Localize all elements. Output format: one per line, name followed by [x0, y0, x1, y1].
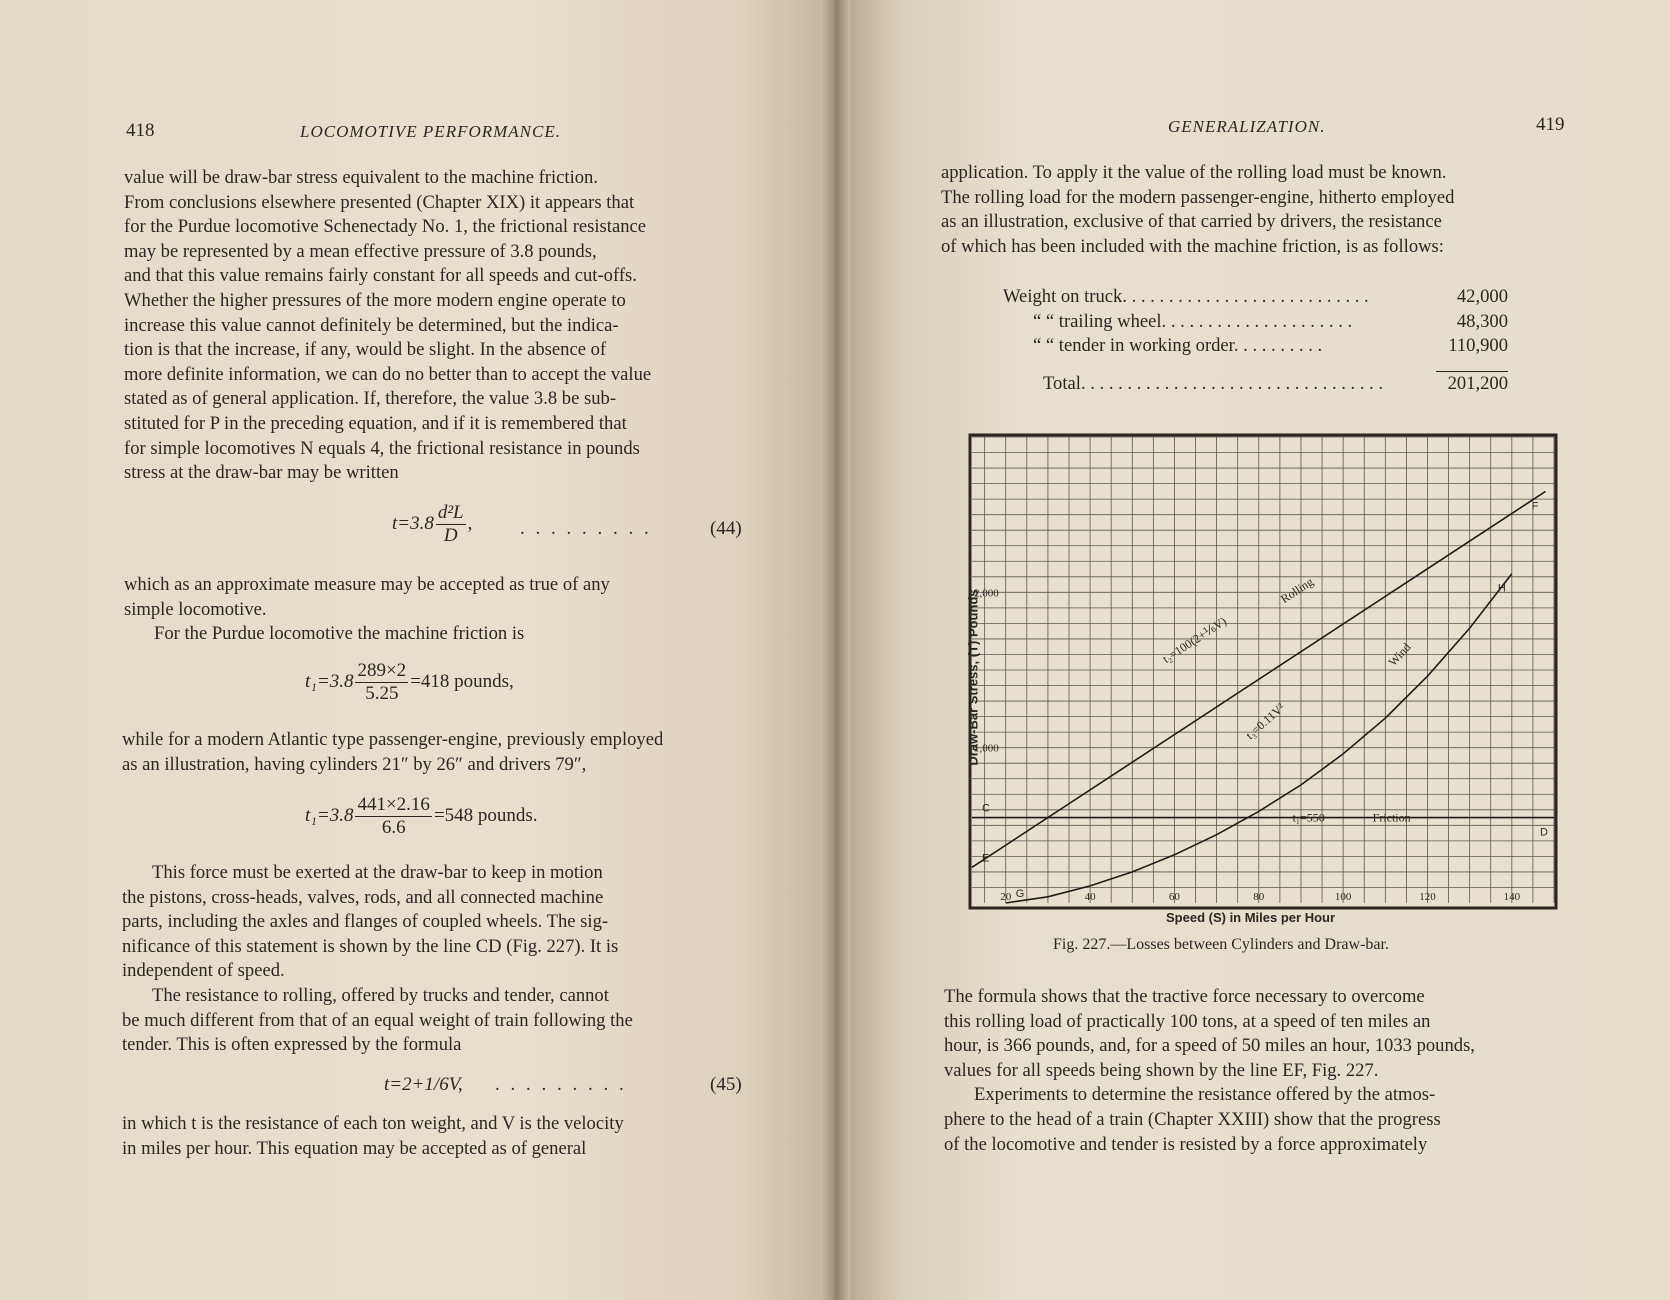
text-line: in miles per hour. This equation may be accepted as of general	[122, 1137, 587, 1159]
text-line: The formula shows that the tractive force necessary to overcome	[944, 986, 1425, 1007]
text-line: for simple locomotives N equals 4, the frictional resistance in pounds	[124, 437, 640, 459]
eq-t1a-denominator: 5.25	[365, 683, 399, 704]
eq44-lhs: t=3.8	[392, 512, 434, 534]
eq44-fraction	[436, 502, 466, 547]
text-line: and that this value remains fairly constant for all speeds and cut-offs.	[124, 265, 637, 287]
text-line: as an illustration, exclusive of that carried by drivers, the resistance	[941, 211, 1442, 233]
text-line: in which t is the resistance of each ton weight, and V is the velocity	[122, 1113, 624, 1134]
x-tick-label: 20	[1000, 891, 1012, 903]
x-tick-label: 40	[1084, 891, 1096, 903]
text-line: stituted for P in the preceding equation, and if it is remembered that	[124, 412, 627, 434]
series-start-letter: E	[982, 852, 990, 865]
series-start-letter: C	[982, 802, 990, 815]
text-line: The rolling load for the modern passenger-engine, hitherto employed	[941, 186, 1455, 208]
weight-value: 42,000	[1456, 286, 1508, 307]
eq-t1b-rhs: =548 pounds.	[433, 804, 538, 826]
total-label: Total. . . . . . . . . . . . . . . . . . . . . . . . . . . . . . . . .	[1043, 372, 1384, 394]
text-line: tender. This is often expressed by the formula	[122, 1034, 462, 1056]
weight-label: Weight on truck. . . . . . . . . . . . . . . . . . . . . . . . . . .	[1003, 286, 1369, 307]
weight-value: 48,300	[1456, 310, 1508, 332]
eq44-denominator: D	[443, 525, 458, 546]
total-value: 201,200	[1447, 372, 1508, 394]
weights-table	[1003, 285, 1508, 396]
plot-frame	[970, 435, 1556, 908]
wind-formula-label: t₃=0.11V²	[1242, 700, 1288, 743]
eq45-number: (45)	[710, 1074, 742, 1095]
left-page-number: 418	[126, 120, 155, 141]
x-tick-label: 120	[1419, 891, 1436, 903]
table-row	[1003, 285, 1508, 310]
text-line: application. To apply it the value of the rolling load must be known.	[941, 162, 1447, 183]
eq45-dots: . . . . . . . . .	[495, 1074, 627, 1095]
wind-name-label: Wind	[1385, 640, 1414, 669]
text-line: for the Purdue locomotive Schenectady No. 1, the frictional resistance	[124, 216, 647, 238]
text-line: Experiments to determine the resistance offered by the atmos-	[974, 1084, 1436, 1106]
friction-name-label: Friction	[1372, 810, 1411, 825]
table-row	[1003, 334, 1508, 359]
rolling-name-label: Rolling	[1278, 574, 1316, 606]
right-page-number: 419	[1536, 114, 1565, 135]
left-paragraph-4	[122, 728, 752, 777]
text-line: hour, is 366 pounds, and, for a speed of 50 miles an hour, 1033 pounds,	[944, 1035, 1475, 1057]
text-line: Whether the higher pressures of the more modern engine operate to	[124, 289, 626, 311]
equation-t1-purdue	[305, 660, 514, 705]
eq-t1b-lhs: t₁=3.8	[305, 804, 354, 826]
x-tick-label: 80	[1253, 891, 1265, 903]
text-line: while for a modern Atlantic type passenger-engine, previously employed	[122, 729, 664, 750]
chart-x-axis-label: Speed (S) in Miles per Hour	[1166, 910, 1336, 925]
eq-t1b-numerator: 441×2.16	[357, 794, 430, 815]
left-paragraph-7	[122, 1112, 752, 1161]
text-line: more definite information, we can do no better than to accept the value	[124, 363, 652, 385]
text-line: which as an approximate measure may be accepted as true of any	[124, 574, 610, 595]
right-running-head: GENERALIZATION.	[1168, 117, 1326, 136]
text-line: The resistance to rolling, offered by trucks and tender, cannot	[152, 984, 609, 1006]
eq-t1a-fraction	[355, 660, 408, 705]
friction-formula-label: t₁=550	[1292, 810, 1325, 825]
text-line: the pistons, cross-heads, valves, rods, and all connected machine	[122, 886, 604, 908]
equation-t1-atlantic	[305, 794, 538, 839]
y-tick-label: 1,000	[974, 742, 999, 755]
chart-y-axis-label: Draw-Bar Stress, (T) Pounds	[965, 589, 981, 766]
eq-t1a-lhs: t₁=3.8	[305, 670, 354, 692]
right-paragraph-2	[944, 985, 1569, 1157]
book-gutter	[820, 0, 850, 1300]
series-end-letter: D	[1540, 826, 1548, 839]
right-paragraph-1	[941, 161, 1566, 259]
series-end-letter: F	[1531, 500, 1539, 513]
text-line: values for all speeds being shown by the line EF, Fig. 227.	[944, 1059, 1379, 1081]
equation-45: t=2+1/6V,	[384, 1074, 463, 1095]
text-line: of the locomotive and tender is resisted by a force approximately	[944, 1133, 1428, 1155]
x-tick-label: 100	[1334, 891, 1352, 903]
rolling-formula-label: t₂=100(2+⅙V)	[1159, 613, 1229, 666]
figure-caption: Fig. 227.—Losses between Cylinders and Draw-bar.	[1053, 936, 1389, 953]
text-line: tion is that the increase, if any, would be slight. In the absence of	[124, 339, 607, 361]
table-row	[1003, 359, 1508, 372]
y-tick-label: 2,000	[974, 587, 999, 600]
weight-value: 110,900	[1448, 335, 1508, 357]
table-row-total	[1003, 372, 1508, 397]
text-line: stated as of general application. If, therefore, the value 3.8 be sub-	[124, 388, 617, 410]
text-line: increase this value cannot definitely be determined, but the indica-	[124, 314, 619, 336]
text-line: simple locomotive.	[124, 598, 267, 620]
text-line: phere to the head of a train (Chapter XXIII) show that the progress	[944, 1108, 1441, 1130]
series-end-letter: H	[1497, 582, 1506, 595]
left-paragraph-2	[124, 573, 752, 647]
text-line: This force must be exerted at the draw-bar to keep in motion	[152, 862, 603, 883]
eq-t1b-fraction	[355, 794, 431, 839]
text-line: For the Purdue locomotive the machine friction is	[154, 623, 525, 645]
text-line: stress at the draw-bar may be written	[124, 462, 399, 484]
text-line: this rolling load of practically 100 tons, at a speed of ten miles an	[944, 1010, 1431, 1032]
equation-44	[392, 502, 472, 547]
text-line: parts, including the axles and flanges of coupled wheels. The sig-	[122, 911, 609, 933]
text-line: of which has been included with the machine friction, is as follows:	[941, 235, 1444, 257]
weight-label: “ “ trailing wheel. . . . . . . . . . . . . . . . . . . . .	[1033, 310, 1353, 332]
eq-t1a-numerator: 289×2	[357, 660, 407, 681]
eq-t1b-denominator: 6.6	[381, 817, 406, 838]
series-start-letter: G	[1015, 888, 1025, 900]
eq-t1a-rhs: =418 pounds,	[410, 670, 514, 692]
text-line: be much different from that of an equal weight of train following the	[122, 1009, 633, 1031]
left-running-head: LOCOMOTIVE PERFORMANCE.	[300, 122, 561, 141]
x-tick-label: 140	[1503, 891, 1521, 903]
text-line: value will be draw-bar stress equivalent to the machine friction.	[124, 167, 598, 188]
left-paragraph-5	[122, 861, 752, 1058]
table-row	[1003, 310, 1508, 335]
eq44-tail: ,	[467, 512, 473, 534]
eq44-dots: . . . . . . . . .	[520, 518, 652, 539]
text-line: From conclusions elsewhere presented (Chapter XIX) it appears that	[124, 191, 635, 213]
chart-svg	[966, 433, 1566, 913]
text-line: independent of speed.	[122, 960, 285, 982]
text-line: may be represented by a mean effective pressure of 3.8 pounds,	[124, 240, 597, 262]
eq44-numerator: d²L	[437, 502, 464, 523]
text-line: as an illustration, having cylinders 21″ by 26″ and drivers 79″,	[122, 753, 587, 775]
weight-label: “ “ tender in working order. . . . . . . . . .	[1033, 335, 1323, 357]
x-tick-label: 60	[1168, 891, 1180, 903]
eq44-number: (44)	[710, 518, 742, 539]
left-paragraph-1	[124, 166, 752, 486]
figure-227	[966, 433, 1566, 913]
text-line: nificance of this statement is shown by the line CD (Fig. 227). It is	[122, 935, 619, 957]
